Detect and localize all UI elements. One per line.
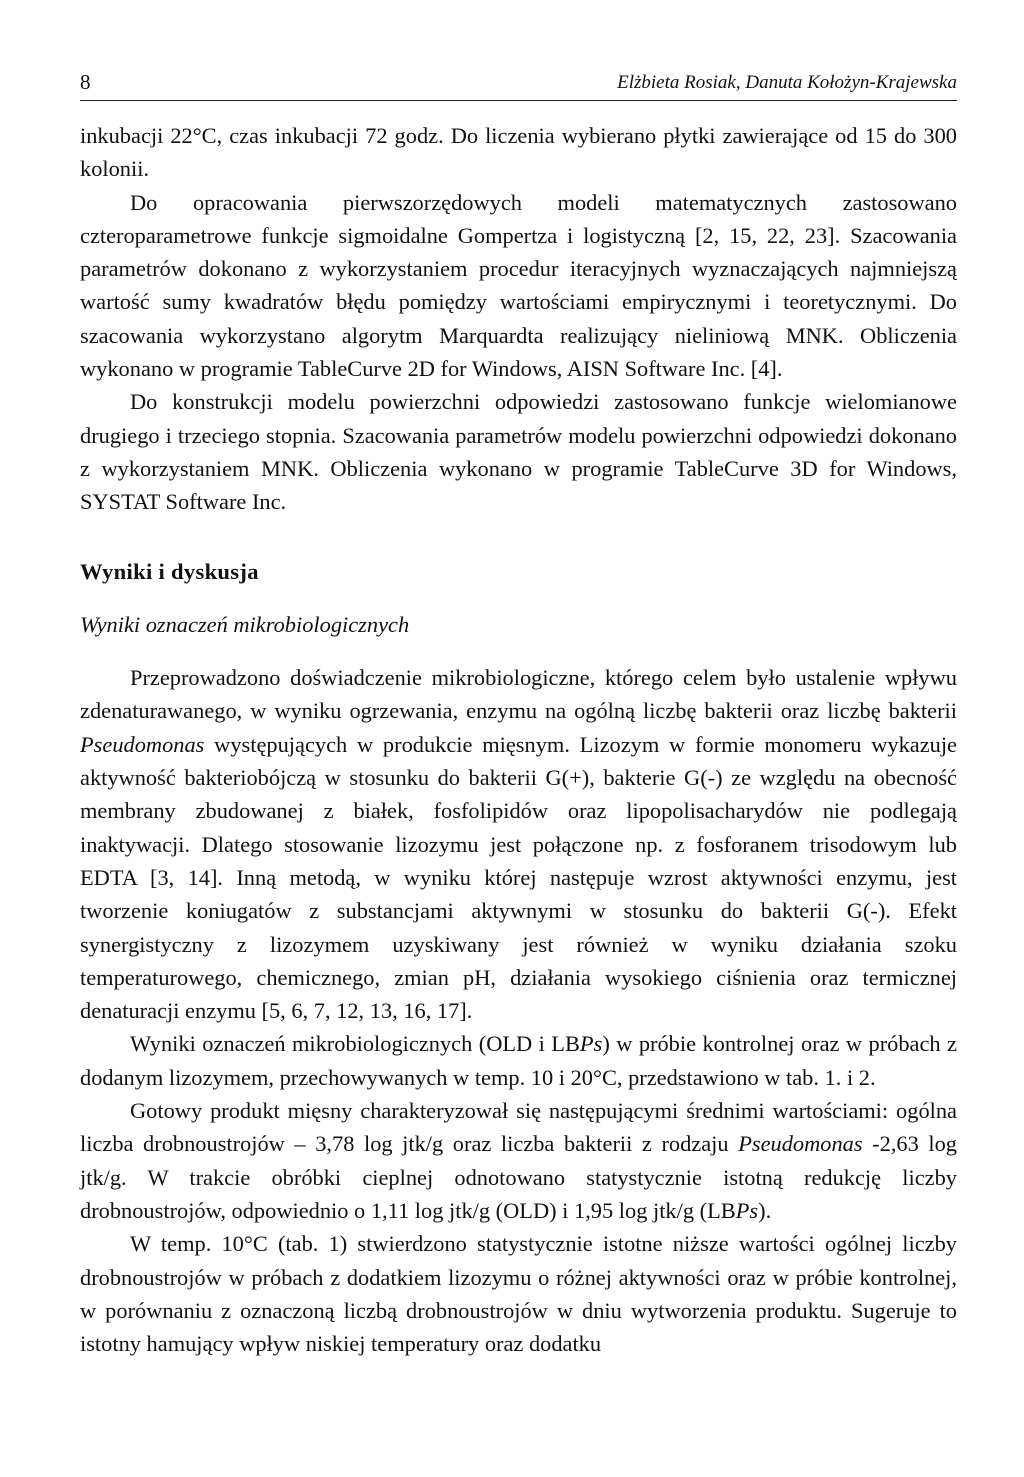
subsection-heading-microbiology: Wyniki oznaczeń mikrobiologicznych <box>80 611 410 637</box>
paragraph-incubation: inkubacji 22°C, czas inkubacji 72 godz. Do liczenia wybierano płytki zawierające od 15 do 300 kolonii. <box>80 123 957 182</box>
page-header <box>80 68 957 101</box>
italic-genus: Pseudomonas <box>80 731 205 757</box>
paragraph-results-intro <box>80 1027 957 1094</box>
document-page <box>80 68 957 1360</box>
text-run: Przeprowadzono doświadczenie mikrobiologiczne, którego celem było ustalenie wpływu zdenaturawanego, w wyniku ogrzewania, enzymu na ogólną liczbę bakterii oraz liczbę bakterii <box>80 665 957 724</box>
text-run: Wyniki oznaczeń mikrobiologicznych (OLD i LB <box>130 1031 580 1057</box>
text-run: -2,63 log jtk/g. W trakcie obróbki cieplnej odnotowano statystycznie istotną redukcję liczby drobnoustrojów, odpowiednio o 1,11 log jtk/g (OLD) i 1,95 log jtk/g (LB <box>80 1131 958 1223</box>
text-run: ) w próbie kontrolnej oraz w próbach z dodanym lizozymem, przechowywanych w temp. 10 i 20°C, przedstawiono w tab. 1. i 2. <box>80 1031 958 1090</box>
paragraph-temp-10: W temp. 10°C (tab. 1) stwierdzono statystycznie istotne niższe wartości ogólnej liczby drobnoustrojów w próbach z dodatkiem lizozymu o różnej aktywności oraz w próbie kontrolnej, w porównaniu z oznaczoną liczbą drobnoustrojów w dniu wytworzenia produktu. Sugeruje to istotny hamujący wpływ niskiej temperatury oraz dodatku <box>80 1231 957 1357</box>
text-run: ). <box>758 1197 772 1223</box>
paragraph-response-surface: Do konstrukcji modelu powierzchni odpowiedzi zastosowano funkcje wielomianowe drugiego i trzeciego stopnia. Szacowania parametrów modelu powierzchni odpowiedzi dokonano z wykorzystaniem MNK. Obliczenia wykonano w programie TableCurve 3D for Windows, SYSTAT Software Inc. <box>80 389 957 515</box>
text-run: Gotowy produkt mięsny charakteryzował się następującymi średnimi wartościami: ogólna liczba drobnoustrojów – 3,78 log jtk/g oraz liczba bakterii z rodzaju <box>80 1098 957 1157</box>
section-heading-results: Wyniki i dyskusja <box>80 558 259 584</box>
running-head-authors: Elżbieta Rosiak, Danuta Kołożyn-Krajewska <box>617 72 957 93</box>
italic-abbrev: Ps <box>735 1197 759 1223</box>
text-run: występujących w produkcie mięsnym. Lizozym w formie monomeru wykazuje aktywność bakteriobójczą w stosunku do bakterii G(+), bakterie G(-) ze względu na obecność membrany zbudowanej z białek, fosfolipidów oraz lipopolisacharydów nie podlegają inaktywacji. Dlatego stosowanie lizozymu jest połączone np. z fosforanem trisodowym lub EDTA [3, 14]. Inną metodą, w wyniku której następuje wzrost aktywności enzymu, jest tworzenie koniugatów z substancjami aktywnymi w stosunku do bakterii G(-). Efekt synergistyczny z lizozymem uzyskiwany jest również w wyniku działania szoku temperaturowego, chemicznego, zmian pH, działania wysokiego ciśnienia oraz termicznej denaturacji enzymu [5, 6, 7, 12, 13, 16, 17]. <box>80 731 957 1024</box>
italic-abbrev: Ps <box>579 1031 603 1057</box>
italic-genus: Pseudomonas <box>738 1131 863 1157</box>
paragraph-experiment <box>80 661 957 1027</box>
page-number: 8 <box>80 70 91 94</box>
body-text <box>80 119 957 1360</box>
paragraph-primary-models: Do opracowania pierwszorzędowych modeli matematycznych zastosowano czteroparametrowe funkcje sigmoidalne Gompertza i logistyczną [2, 15, 22, 23]. Szacowania parametrów dokonano z wykorzystaniem procedur iteracyjnych wyznaczających najmniejszą wartość sumy kwadratów błędu pomiędzy wartościami empirycznymi i teoretycznymi. Do szacowania wykorzystano algorytm Marquardta realizujący nieliniową MNK. Obliczenia wykonano w programie TableCurve 2D for Windows, AISN Software Inc. [4]. <box>80 189 957 382</box>
paragraph-product-values <box>80 1094 957 1227</box>
